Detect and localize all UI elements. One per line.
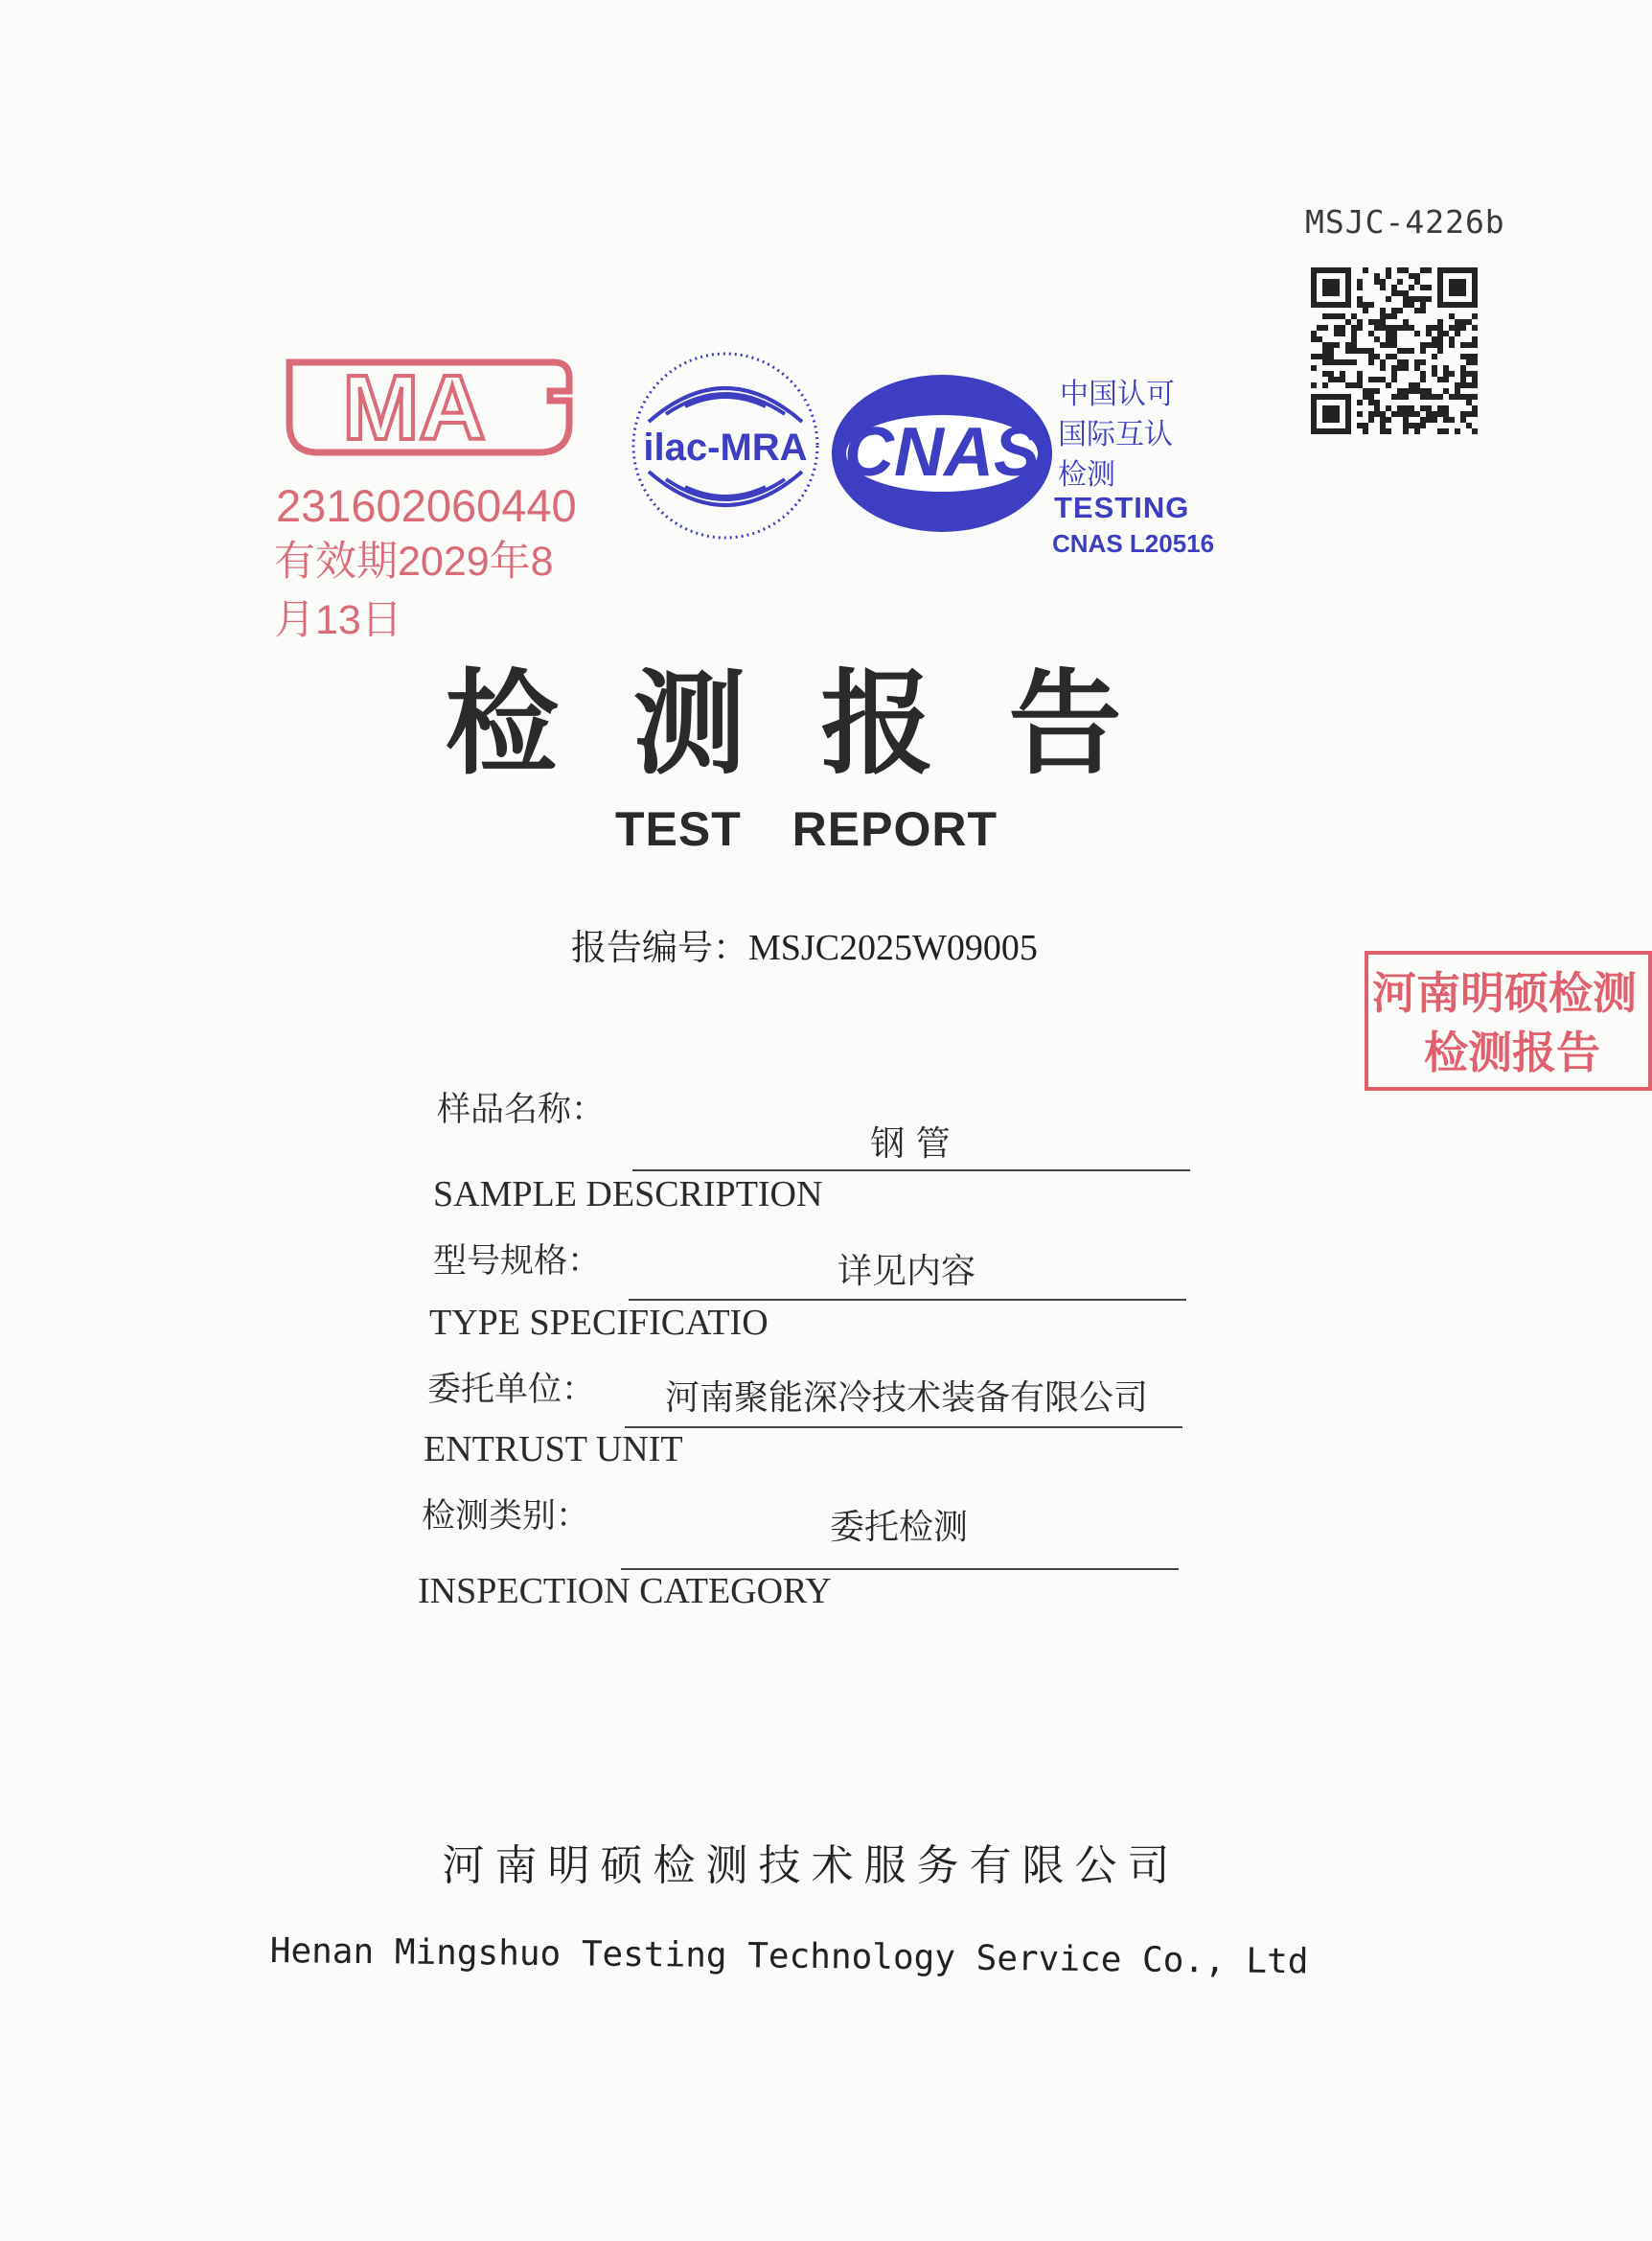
inspection-category-label-cn: 检测类别： xyxy=(422,1497,590,1536)
cnas-text-cn3: 检测 xyxy=(1058,458,1115,492)
stamp-line1: 河南明硕检测 xyxy=(1372,967,1637,1019)
cnas-code: CNAS L20516 xyxy=(1052,529,1215,558)
report-number-label: 报告编号： xyxy=(571,927,748,968)
company-name-en: Henan Mingshuo Testing Technology Service Co., Ltd xyxy=(269,1931,1309,1982)
entrust-unit-label-en: ENTRUST UNIT xyxy=(424,1429,683,1469)
type-spec-underline xyxy=(629,1299,1186,1301)
sample-name-underline xyxy=(632,1169,1190,1171)
cnas-testing: TESTING xyxy=(1054,491,1190,524)
cnas-text-cn1: 中国认可 xyxy=(1060,378,1175,411)
sample-name-value: 钢 管 xyxy=(870,1124,951,1164)
stamp-line2: 检测报告 xyxy=(1424,1027,1600,1078)
title-english: TEST REPORT xyxy=(614,802,998,856)
title-chinese: 检测报告 xyxy=(445,657,1197,790)
ilac-mark: ilac-MRA xyxy=(643,427,808,469)
cma-validity: 有效期2029年8月13日 xyxy=(274,539,554,643)
type-spec-value: 详见内容 xyxy=(837,1252,975,1291)
company-name-cn: 河南明硕检测技术服务有限公司 xyxy=(442,1841,1181,1890)
sample-description-label: SAMPLE DESCRIPTION xyxy=(433,1174,823,1214)
inspection-category-label-en: INSPECTION CATEGORY xyxy=(418,1571,832,1611)
qr-code-icon[interactable] xyxy=(1311,265,1478,437)
inspection-category-value: 委托检测 xyxy=(829,1508,968,1547)
document-code: MSJC-4226b xyxy=(1305,203,1505,241)
sample-name-label: 样品名称： xyxy=(437,1091,606,1129)
type-specification-label: TYPE SPECIFICATIO xyxy=(429,1303,769,1343)
type-spec-label: 型号规格： xyxy=(433,1242,602,1281)
entrust-unit-value: 河南聚能深冷技术装备有限公司 xyxy=(664,1378,1148,1418)
entrust-unit-underline xyxy=(625,1426,1182,1428)
entrust-unit-label-cn: 委托单位： xyxy=(427,1371,596,1409)
cnas-mark: CNAS xyxy=(843,414,1041,491)
cma-mark: MA xyxy=(342,357,486,459)
cma-number: 231602060440 xyxy=(276,480,577,531)
ilac-mra-logo-icon xyxy=(628,345,824,546)
company-stamp xyxy=(1361,947,1637,1098)
report-number xyxy=(571,918,1038,970)
cnas-logo-icon xyxy=(829,372,1055,535)
report-number-value: MSJC2025W09005 xyxy=(748,928,1038,968)
cnas-text-cn2: 国际互认 xyxy=(1058,418,1173,451)
